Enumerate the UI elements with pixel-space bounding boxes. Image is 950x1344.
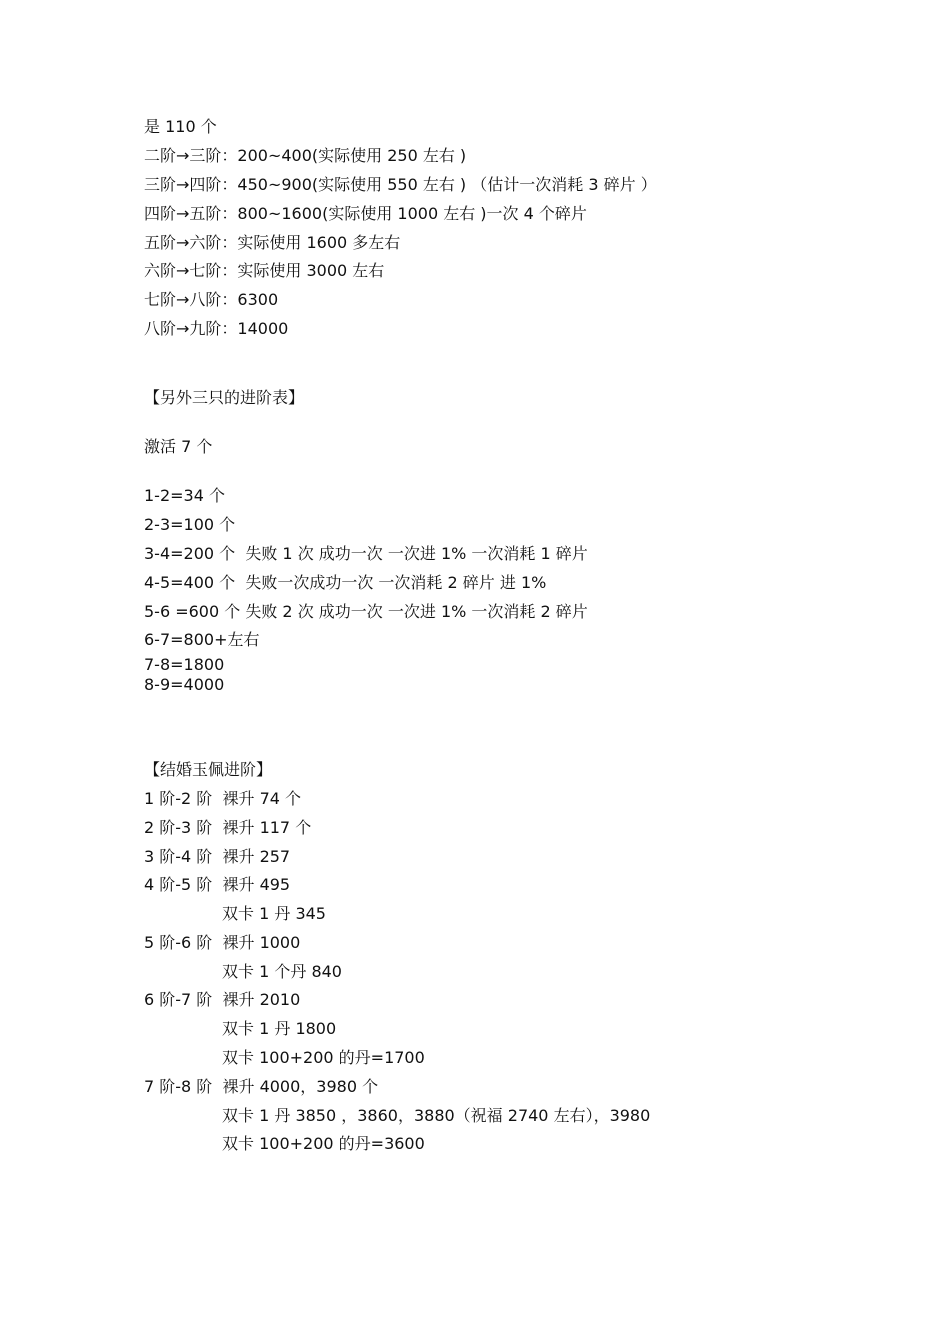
text-line: 6-7=800+左右 — [144, 630, 260, 649]
text-line: 7-8=1800 — [144, 655, 225, 674]
text-line: 5 阶-6 阶 裸升 1000 — [144, 933, 301, 952]
text-line: 双卡 1 丹 345 — [222, 904, 326, 923]
text-line: 四阶→五阶：800~1600(实际使用 1000 左右 )一次 4 个碎片 — [144, 204, 587, 223]
text-line: 双卡 1 丹 3850 ，3860，3880（祝福 2740 左右），3980 — [222, 1106, 651, 1125]
text-line: 6 阶-7 阶 裸升 2010 — [144, 990, 301, 1009]
text-line: 八阶→九阶：14000 — [144, 319, 289, 338]
text-line: 8-9=4000 — [144, 675, 225, 694]
text-line: 三阶→四阶：450~900(实际使用 550 左右 ) （估计一次消耗 3 碎片 ） — [144, 175, 657, 194]
text-line: 五阶→六阶：实际使用 1600 多左右 — [144, 233, 401, 252]
text-line: 二阶→三阶：200~400(实际使用 250 左右 ) — [144, 146, 467, 165]
text-line: 双卡 1 丹 1800 — [222, 1019, 337, 1038]
text-line: 4 阶-5 阶 裸升 495 — [144, 875, 291, 894]
text-line: 3-4=200 个 失败 1 次 成功一次 一次进 1% 一次消耗 1 碎片 — [144, 544, 588, 563]
text-line: 5-6 =600 个 失败 2 次 成功一次 一次进 1% 一次消耗 2 碎片 — [144, 602, 588, 621]
text-line: 2-3=100 个 — [144, 515, 236, 534]
text-line: 激活 7 个 — [144, 437, 213, 456]
text-line: 是 110 个 — [144, 117, 217, 136]
text-line: 双卡 100+200 的丹=1700 — [222, 1048, 425, 1067]
text-line: 3 阶-4 阶 裸升 257 — [144, 847, 291, 866]
text-line: 2 阶-3 阶 裸升 117 个 — [144, 818, 312, 837]
text-line: 双卡 1 个丹 840 — [222, 962, 342, 981]
text-line: 1-2=34 个 — [144, 486, 225, 505]
text-line: 七阶→八阶：6300 — [144, 290, 279, 309]
text-line: 1 阶-2 阶 裸升 74 个 — [144, 789, 302, 808]
text-line: 六阶→七阶：实际使用 3000 左右 — [144, 261, 385, 280]
section-heading: 【结婚玉佩进阶】 — [144, 760, 273, 779]
text-line: 7 阶-8 阶 裸升 4000，3980 个 — [144, 1077, 379, 1096]
section-heading: 【另外三只的进阶表】 — [144, 388, 305, 407]
text-line: 双卡 100+200 的丹=3600 — [222, 1134, 425, 1153]
text-line: 4-5=400 个 失败一次成功一次 一次消耗 2 碎片 进 1% — [144, 573, 547, 592]
